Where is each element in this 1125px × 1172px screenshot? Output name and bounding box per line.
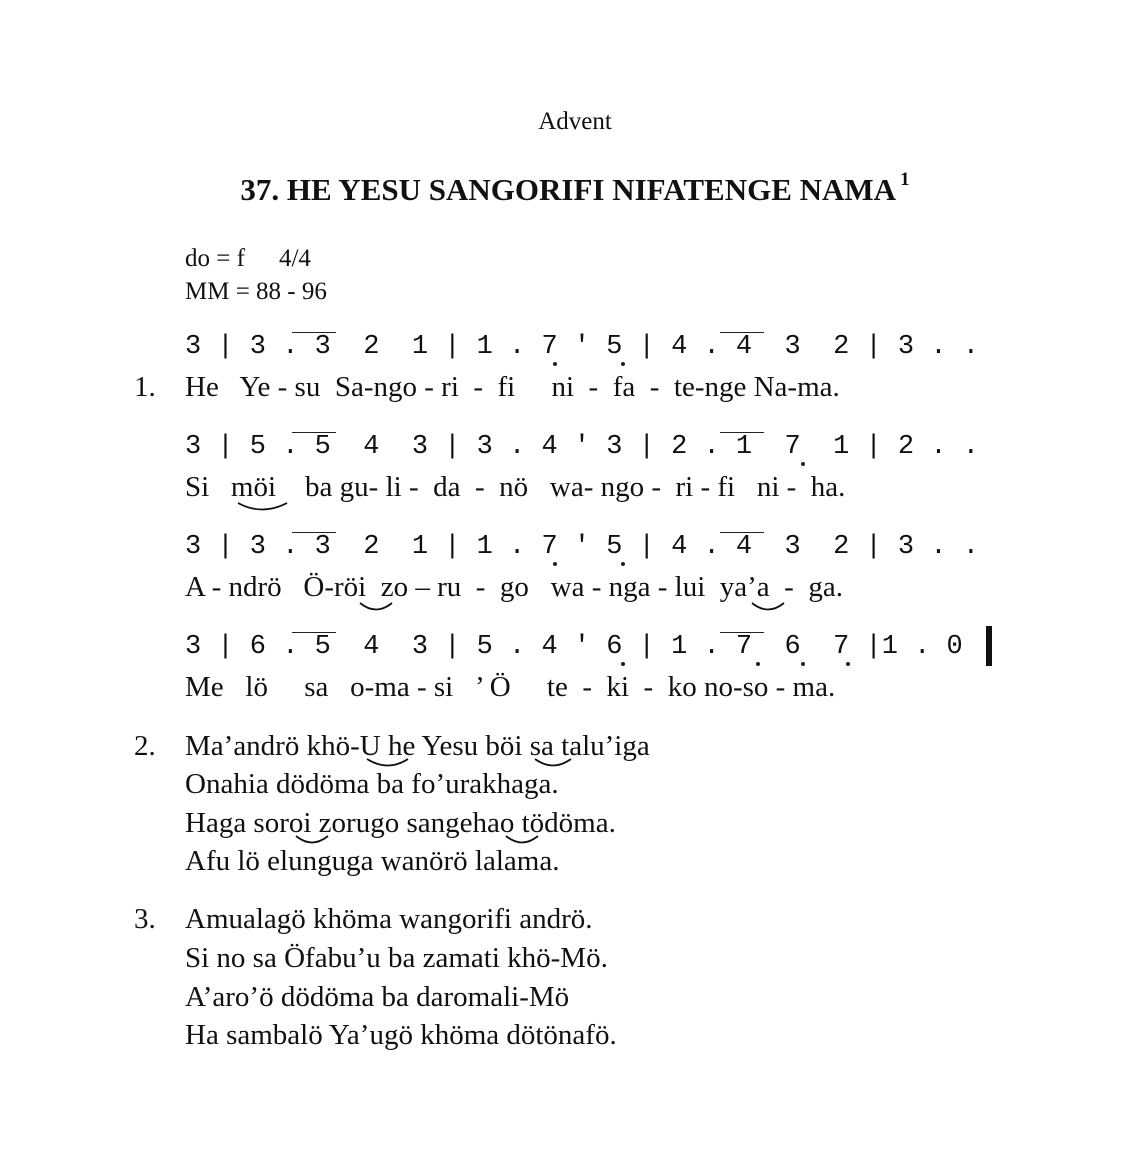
beam-mark xyxy=(720,532,764,533)
notation-line-3: 3 | 3 . 3 2 1 | 1 . 7 ' 5 | 4 . 4 3 2 | 3 . . xyxy=(185,532,979,562)
octave-dot xyxy=(846,662,850,666)
verse-3-line-2: Si no sa Öfabu’u ba zamati khö-Mö. xyxy=(185,942,608,974)
verse-3-line-1: Amualagö khöma wangorifi andrö. xyxy=(185,903,593,935)
notation-line-1: 3 | 3 . 3 2 1 | 1 . 7 ' 5 | 4 . 4 3 2 | 3 . . xyxy=(185,332,979,362)
verse-number-2: 2. xyxy=(134,730,156,762)
beam-mark xyxy=(720,332,764,333)
beam-mark xyxy=(292,332,336,333)
final-barline xyxy=(986,626,992,666)
verse-2-line-4: Afu lö elunguga wanörö lalama. xyxy=(185,845,560,877)
footnote-mark: 1 xyxy=(900,168,910,190)
hymn-title-text: 37. HE YESU SANGORIFI NIFATENGE NAMA xyxy=(240,172,897,207)
lyric-line-2: Si möi ba gu- li - da - nö wa- ngo - ri - fi ni - ha. xyxy=(185,471,846,503)
beam-mark xyxy=(720,632,764,633)
notation-line-4: 3 | 6 . 5 4 3 | 5 . 4 ' 6 | 1 . 7 6 7 |1 . 0 xyxy=(185,632,963,662)
time-signature: 4/4 xyxy=(278,245,311,272)
beam-mark xyxy=(292,432,336,433)
lyric-line-3: A - ndrö Ö-röi zo – ru - go wa - nga - lui ya’a - ga. xyxy=(185,571,843,603)
verse-2-line-3: Haga soroi zorugo sangehao tödöma. xyxy=(185,807,616,839)
hymn-title xyxy=(0,168,1125,208)
octave-dot xyxy=(553,362,557,366)
verse-2-line-1: Ma’andrö khö-U he Yesu böi sa talu’iga xyxy=(185,730,650,762)
verse-3-line-3: A’aro’ö dödöma ba daromali-Mö xyxy=(185,981,570,1013)
verse-3-line-4: Ha sambalö Ya’ugö khöma dötönafö. xyxy=(185,1019,617,1051)
slur-mark xyxy=(238,503,287,510)
octave-dot xyxy=(756,662,760,666)
beam-mark xyxy=(292,532,336,533)
beam-mark xyxy=(292,632,336,633)
octave-dot xyxy=(801,662,805,666)
octave-dot xyxy=(621,362,625,366)
octave-dot xyxy=(553,562,557,566)
section-label: Advent xyxy=(538,108,612,135)
verse-number-3: 3. xyxy=(134,903,156,935)
verse-number-1: 1. xyxy=(134,371,156,403)
key-text: do = f xyxy=(185,245,245,272)
octave-dot xyxy=(621,662,625,666)
key-signature xyxy=(185,245,311,273)
slur-mark xyxy=(752,603,784,610)
tempo-marking: MM = 88 - 96 xyxy=(185,278,327,305)
lyric-line-1: He Ye - su Sa-ngo - ri - fi ni - fa - te-nge Na-ma. xyxy=(185,371,840,403)
verse-2-line-2: Onahia dödöma ba fo’urakhaga. xyxy=(185,768,559,800)
beam-mark xyxy=(720,432,764,433)
notation-line-2: 3 | 5 . 5 4 3 | 3 . 4 ' 3 | 2 . 1 7 1 | 2 . . xyxy=(185,432,979,462)
octave-dot xyxy=(621,562,625,566)
lyric-line-4: Me lö sa o-ma - si ’ Ö te - ki - ko no-so - ma. xyxy=(185,671,836,703)
octave-dot xyxy=(801,462,805,466)
slur-mark xyxy=(360,603,392,610)
